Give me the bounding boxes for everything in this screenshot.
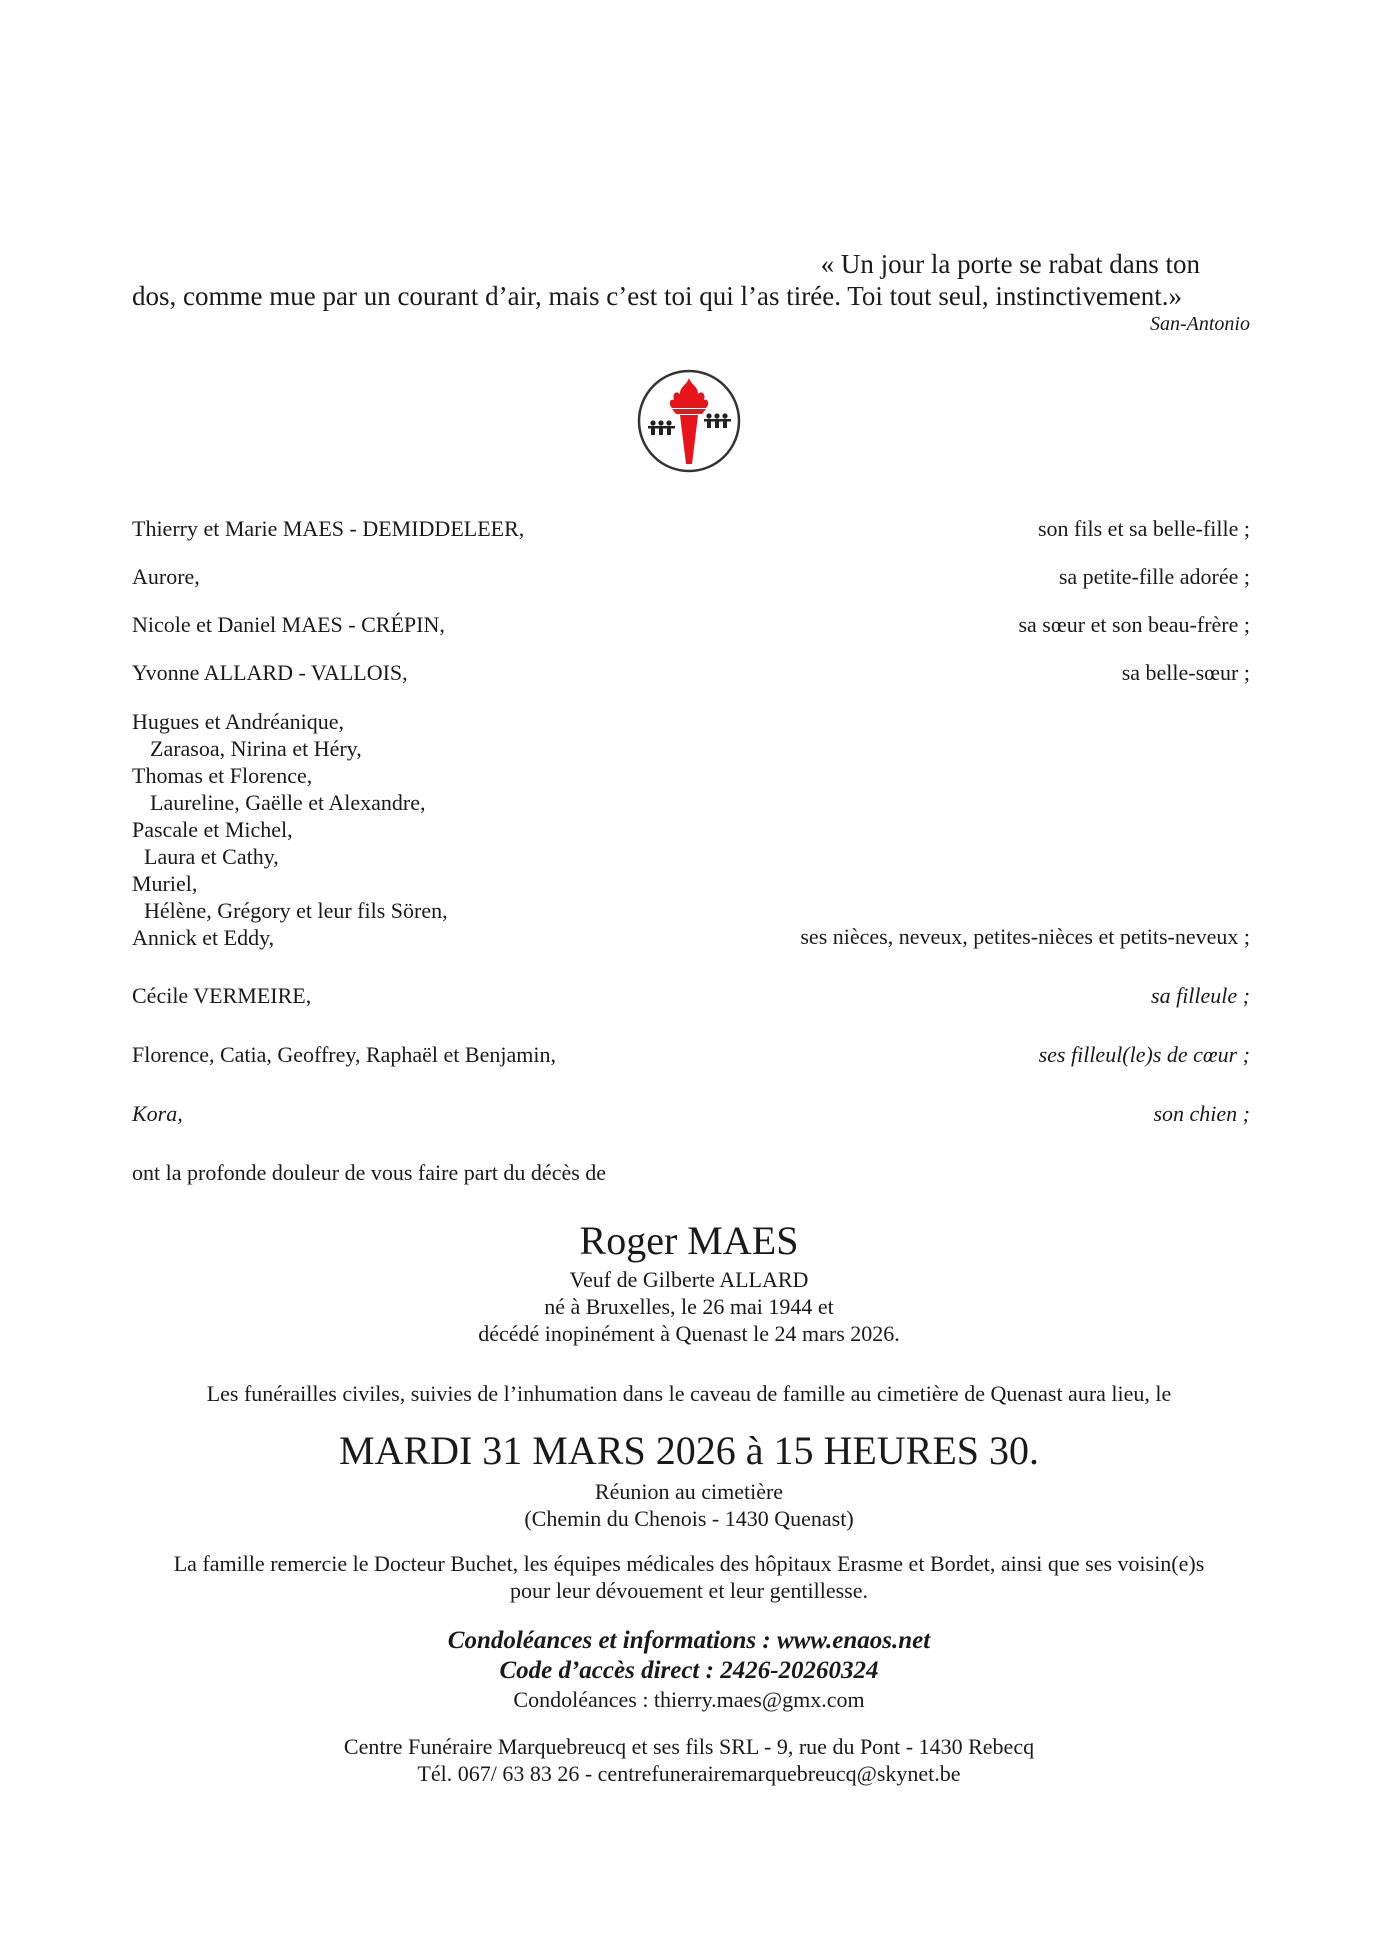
nieces-relation: ses nièces, neveux, petites-nièces et petits-neveux ;: [800, 924, 1250, 949]
torch-emblem-icon: [636, 368, 742, 474]
birth-line: né à Bruxelles, le 26 mai 1944 et: [544, 1294, 834, 1319]
announcement-row: [132, 1160, 1250, 1188]
quote-line-1: « Un jour la porte se rabat dans ton: [820, 249, 1200, 279]
epigraph-quote: [132, 248, 1228, 312]
address-line: (Chemin du Chenois - 1430 Quenast): [524, 1506, 854, 1531]
condolences-email[interactable]: Condoléances : thierry.maes@gmx.com: [513, 1687, 865, 1712]
nieces-nephews-list: [132, 708, 448, 951]
niece-line: Hélène, Grégory et leur fils Sören,: [144, 898, 448, 923]
niece-line: Muriel,: [132, 871, 198, 896]
deceased-name: Roger MAES: [579, 1218, 799, 1263]
family-relation: sa belle-sœur ;: [1121, 660, 1250, 685]
family-row: [132, 983, 1250, 1011]
access-code: Code d’accès direct : 2426-20260324: [499, 1657, 879, 1684]
condolences-block: [0, 1626, 1378, 1713]
family-relation: son chien ;: [1153, 1101, 1250, 1126]
niece-line: Pascale et Michel,: [132, 817, 293, 842]
family-row: [132, 1101, 1250, 1129]
family-relation: son fils et sa belle-fille ;: [1038, 516, 1250, 541]
announcement-text: ont la profonde douleur de vous faire part du décès de: [132, 1160, 607, 1185]
niece-line: Laura et Cathy,: [144, 844, 279, 869]
family-name: Kora,: [132, 1101, 183, 1126]
family-row: [132, 1042, 1250, 1070]
family-name: Yvonne ALLARD - VALLOIS,: [132, 660, 408, 685]
funeral-text: Les funérailles civiles, suivies de l’inhumation dans le caveau de famille au cimetière de Quenast aura lieu, le: [206, 1381, 1172, 1406]
niece-line: Zarasoa, Nirina et Héry,: [150, 736, 362, 761]
death-line: décédé inopinément à Quenast le 24 mars 2026.: [478, 1321, 900, 1346]
thanks-line-1: La famille remercie le Docteur Buchet, les équipes médicales des hôpitaux Erasme et Bordet, ainsi que ses voisin(e)s: [173, 1551, 1205, 1576]
funeral-home-block: [0, 1733, 1378, 1787]
family-row: [132, 516, 1250, 544]
funeral-home-address: Centre Funéraire Marquebreucq et ses fils SRL - 9, rue du Pont - 1430 Rebecq: [343, 1734, 1035, 1759]
quote-line-2: dos, comme mue par un courant d’air, mais c’est toi qui l’as tirée. Toi tout seul, instinctivement.»: [132, 281, 1183, 311]
nieces-relation-row: [132, 924, 1250, 952]
condolences-web[interactable]: Condoléances et informations : www.enaos.net: [447, 1627, 931, 1654]
thanks-text: [0, 1550, 1378, 1604]
meeting-line: Réunion au cimetière: [594, 1479, 784, 1504]
niece-line: Annick et Eddy,: [132, 925, 275, 950]
family-name: Nicole et Daniel MAES - CRÉPIN,: [132, 612, 445, 637]
niece-line: Laureline, Gaëlle et Alexandre,: [150, 790, 426, 815]
family-relation: sa filleule ;: [1151, 983, 1250, 1008]
family-row: [132, 564, 1250, 592]
quote-author: San-Antonio: [1150, 313, 1250, 335]
niece-line: Hugues et Andréanique,: [132, 709, 344, 734]
family-relation: ses filleul(le)s de cœur ;: [1038, 1042, 1250, 1067]
family-relation: sa petite-fille adorée ;: [1058, 564, 1250, 589]
family-name: Florence, Catia, Geoffrey, Raphaël et Benjamin,: [132, 1042, 556, 1067]
funeral-date: MARDI 31 MARS 2026 à 15 HEURES 30.: [338, 1428, 1040, 1473]
family-name: Thierry et Marie MAES - DEMIDDELEER,: [132, 516, 525, 541]
family-relation: sa sœur et son beau-frère ;: [1018, 612, 1250, 637]
thanks-line-2: pour leur dévouement et leur gentillesse.: [510, 1578, 868, 1603]
family-name: Aurore,: [132, 564, 200, 589]
funeral-location: [0, 1478, 1378, 1532]
widower-line: Veuf de Gilberte ALLARD: [569, 1267, 809, 1292]
family-row: [132, 660, 1250, 688]
family-row: [132, 612, 1250, 640]
family-name: Cécile VERMEIRE,: [132, 983, 312, 1008]
niece-line: Thomas et Florence,: [132, 763, 313, 788]
deceased-details: [0, 1266, 1378, 1347]
funeral-home-contact: Tél. 067/ 63 83 26 - centrefunerairemarquebreucq@skynet.be: [417, 1761, 961, 1786]
